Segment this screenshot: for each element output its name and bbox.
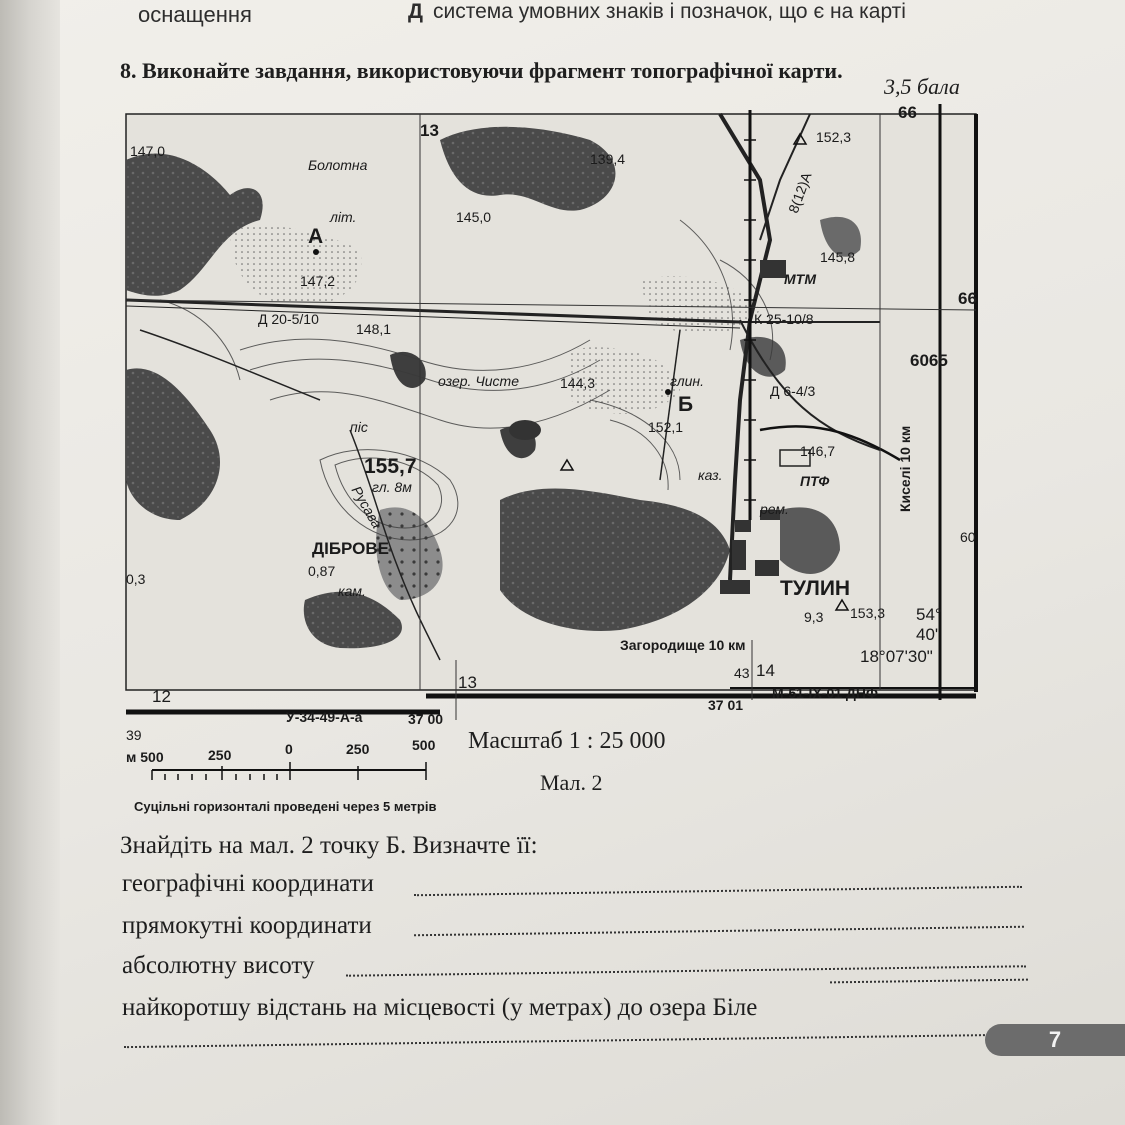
grid-label-60: 60 (960, 529, 976, 545)
topographic-map-fragment (120, 100, 1000, 820)
answer-line-distance[interactable] (830, 979, 1028, 984)
scale-label-0: 0 (285, 741, 293, 757)
contour-interval-note: Суцільні горизонталі проведені через 5 метрів (134, 799, 437, 814)
label-bridge-d: Д 20-5/10 (258, 311, 319, 327)
elevation-144-3: 144,3 (560, 375, 596, 391)
coord-3701: 37 01 (708, 697, 744, 713)
elevation-139-4: 139,4 (590, 151, 626, 167)
elevation-155-7: 155,7 (364, 455, 417, 478)
label-tulyn: ТУЛИН (780, 577, 851, 600)
task-title: 8. Виконайте завдання, використовуючи фрагмент топографічної карти. (120, 58, 843, 83)
scale-label-500: 500 (412, 737, 436, 753)
grid-label-6065: 6065 (910, 351, 948, 370)
scale-bar (152, 762, 426, 780)
option-text: система умовних знаків і позначок, що є на карті (432, 0, 906, 23)
latitude-degrees: 54° (916, 605, 942, 624)
direction-kyseli: Киселі 10 км (897, 425, 913, 512)
point-a-label: А (308, 225, 324, 248)
label-gl8m: гл. 8м (372, 479, 412, 495)
scale-label-250-left: 250 (208, 747, 232, 763)
label-bridge-d2: Д 6-4/3 (770, 383, 816, 399)
grid-label-12: 12 (152, 687, 171, 706)
elevation-145-0: 145,0 (456, 209, 492, 225)
point-b-label: Б (678, 393, 694, 416)
label-mtm: МТМ (784, 271, 817, 287)
grid-label-66-right: 66 (958, 289, 977, 308)
question-geographic-coordinates: географічні координати (122, 870, 374, 897)
label-bolotna: Болотна (308, 157, 368, 173)
label-kaz: каз. (698, 467, 723, 483)
option-letter: Д (408, 0, 423, 23)
scale-label-m500: м 500 (126, 749, 164, 765)
label-bridge-k: К 25-10/8 (754, 311, 814, 327)
label-kam: кам. (338, 583, 366, 599)
scale-caption: Масштаб 1 : 25 000 (468, 728, 666, 754)
elevation-152-3: 152,3 (816, 129, 852, 145)
label-ptf: ПТФ (800, 473, 830, 489)
elevation-152-1: 152,1 (648, 419, 684, 435)
answer-line-rectangular[interactable] (414, 926, 1024, 937)
question-absolute-height: абсолютну висоту (122, 952, 315, 979)
sheet-code-left: У-34-49-А-а (286, 709, 363, 725)
label-lake-chyste: озер. Чисте (438, 373, 519, 389)
answer-line-extra[interactable] (124, 1034, 1004, 1048)
coord-39: 39 (126, 727, 142, 743)
grid-label-14: 14 (756, 661, 775, 680)
grid-label-13: 13 (458, 673, 477, 692)
label-glyn: глин. (670, 373, 705, 389)
direction-zahorodyshche: Загородище 10 км (620, 637, 746, 653)
elevation-146-7: 146,7 (800, 443, 836, 459)
label-lit: літ. (330, 209, 357, 225)
question-distance-to-lake: найкоротшу відстань на місцевості (у метрах) до озера Біле (122, 994, 758, 1021)
longitude-label: 18°07'30" (860, 647, 933, 666)
elevation-148-1: 148,1 (356, 321, 392, 337)
question-rectangular-coordinates: прямокутні координати (122, 912, 372, 939)
lake-chyste (509, 420, 541, 440)
task-points: 3,5 бала (884, 74, 960, 99)
label-pis: піс (350, 419, 368, 435)
elevation-153-3: 153,3 (850, 605, 886, 621)
label-river-rusava: Русава (348, 483, 386, 531)
latitude-minutes: 40' (916, 625, 939, 644)
page-number: 7 (985, 1024, 1125, 1056)
page-spine-shadow (0, 0, 60, 1125)
map-drawing (120, 100, 1000, 820)
label-depth-0-87: 0,87 (308, 563, 336, 579)
answer-line-geographic[interactable] (414, 886, 1022, 896)
label-road-8-12a: 8(12)А (785, 170, 815, 216)
elevation-147-2: 147,2 (300, 273, 336, 289)
elevation-147-0: 147,0 (130, 143, 166, 159)
answer-line-height[interactable] (346, 965, 1026, 976)
scale-label-250-right: 250 (346, 741, 370, 757)
coord-0-3: 0,3 (126, 571, 146, 587)
grid-label-13-top: 13 (420, 121, 439, 140)
label-9-3: 9,3 (804, 609, 824, 625)
question-intro: Знайдіть на мал. 2 точку Б. Визначте її: (120, 832, 538, 859)
figure-caption: Мал. 2 (540, 770, 603, 795)
elevation-145-8: 145,8 (820, 249, 856, 265)
label-rem: рем. (760, 501, 789, 517)
coord-3700: 37 00 (408, 711, 444, 727)
grid-label-66-top: 66 (898, 103, 917, 122)
label-dibrove: ДІБРОВЕ (312, 539, 390, 558)
coord-43: 43 (734, 665, 750, 681)
previous-task-option-text: оснащення (138, 2, 252, 27)
previous-task-option-d (408, 0, 906, 24)
sheet-code-right: М-51-ІХ-01 ДНФ (772, 685, 878, 701)
